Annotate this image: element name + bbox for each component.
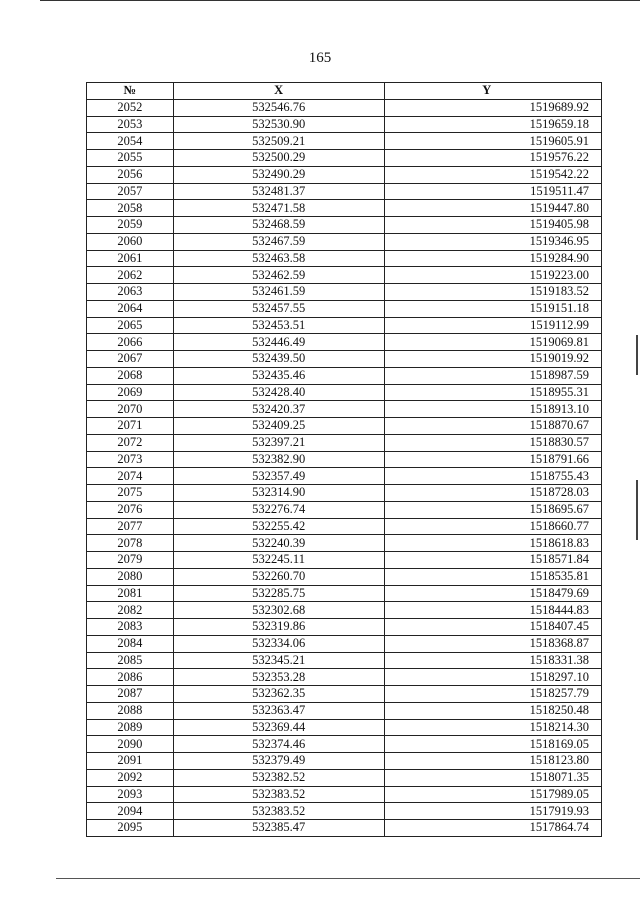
x-coordinate-cell: 532379.49 bbox=[173, 753, 384, 770]
point-number-cell: 2065 bbox=[87, 317, 174, 334]
point-number-cell: 2060 bbox=[87, 233, 174, 250]
table-row bbox=[87, 200, 602, 217]
y-coordinate-cell: 1518987.59 bbox=[384, 367, 601, 384]
point-number-cell: 2077 bbox=[87, 518, 174, 535]
x-coordinate-cell: 532255.42 bbox=[173, 518, 384, 535]
x-coordinate-cell: 532362.35 bbox=[173, 686, 384, 703]
y-coordinate-cell: 1519511.47 bbox=[384, 183, 601, 200]
point-number-cell: 2084 bbox=[87, 635, 174, 652]
point-number-cell: 2056 bbox=[87, 166, 174, 183]
top-border-line bbox=[40, 0, 640, 1]
x-coordinate-cell: 532435.46 bbox=[173, 367, 384, 384]
y-coordinate-cell: 1518214.30 bbox=[384, 719, 601, 736]
x-coordinate-cell: 532468.59 bbox=[173, 217, 384, 234]
table-row bbox=[87, 384, 602, 401]
column-header-number: № bbox=[87, 83, 174, 100]
y-coordinate-cell: 1518169.05 bbox=[384, 736, 601, 753]
point-number-cell: 2087 bbox=[87, 686, 174, 703]
x-coordinate-cell: 532439.50 bbox=[173, 351, 384, 368]
table-row bbox=[87, 568, 602, 585]
y-coordinate-cell: 1518830.57 bbox=[384, 434, 601, 451]
point-number-cell: 2057 bbox=[87, 183, 174, 200]
x-coordinate-cell: 532374.46 bbox=[173, 736, 384, 753]
y-coordinate-cell: 1518535.81 bbox=[384, 568, 601, 585]
y-coordinate-cell: 1519542.22 bbox=[384, 166, 601, 183]
x-coordinate-cell: 532385.47 bbox=[173, 820, 384, 837]
bottom-border-line bbox=[56, 878, 640, 879]
x-coordinate-cell: 532462.59 bbox=[173, 267, 384, 284]
y-coordinate-cell: 1519112.99 bbox=[384, 317, 601, 334]
table-row bbox=[87, 267, 602, 284]
y-coordinate-cell: 1519576.22 bbox=[384, 150, 601, 167]
point-number-cell: 2052 bbox=[87, 99, 174, 116]
x-coordinate-cell: 532369.44 bbox=[173, 719, 384, 736]
scan-edge-mark bbox=[636, 480, 638, 540]
x-coordinate-cell: 532345.21 bbox=[173, 652, 384, 669]
x-coordinate-cell: 532453.51 bbox=[173, 317, 384, 334]
table-row bbox=[87, 485, 602, 502]
y-coordinate-cell: 1518297.10 bbox=[384, 669, 601, 686]
table-row bbox=[87, 150, 602, 167]
x-coordinate-cell: 532397.21 bbox=[173, 434, 384, 451]
point-number-cell: 2074 bbox=[87, 468, 174, 485]
page-number: 165 bbox=[308, 50, 332, 66]
column-header-y: Y bbox=[384, 83, 601, 100]
x-coordinate-cell: 532446.49 bbox=[173, 334, 384, 351]
y-coordinate-cell: 1518755.43 bbox=[384, 468, 601, 485]
point-number-cell: 2078 bbox=[87, 535, 174, 552]
point-number-cell: 2094 bbox=[87, 803, 174, 820]
point-number-cell: 2081 bbox=[87, 585, 174, 602]
point-number-cell: 2080 bbox=[87, 568, 174, 585]
point-number-cell: 2054 bbox=[87, 133, 174, 150]
y-coordinate-cell: 1519019.92 bbox=[384, 351, 601, 368]
point-number-cell: 2066 bbox=[87, 334, 174, 351]
table-row bbox=[87, 535, 602, 552]
table-row bbox=[87, 820, 602, 837]
x-coordinate-cell: 532383.52 bbox=[173, 803, 384, 820]
point-number-cell: 2095 bbox=[87, 820, 174, 837]
table-row bbox=[87, 518, 602, 535]
x-coordinate-cell: 532463.58 bbox=[173, 250, 384, 267]
x-coordinate-cell: 532383.52 bbox=[173, 786, 384, 803]
table-row bbox=[87, 669, 602, 686]
point-number-cell: 2079 bbox=[87, 552, 174, 569]
point-number-cell: 2071 bbox=[87, 418, 174, 435]
y-coordinate-cell: 1518660.77 bbox=[384, 518, 601, 535]
x-coordinate-cell: 532481.37 bbox=[173, 183, 384, 200]
x-coordinate-cell: 532428.40 bbox=[173, 384, 384, 401]
point-number-cell: 2059 bbox=[87, 217, 174, 234]
column-header-x: X bbox=[173, 83, 384, 100]
point-number-cell: 2076 bbox=[87, 501, 174, 518]
y-coordinate-cell: 1517919.93 bbox=[384, 803, 601, 820]
scan-edge-mark bbox=[636, 335, 638, 375]
table-row bbox=[87, 501, 602, 518]
table-row bbox=[87, 99, 602, 116]
point-number-cell: 2089 bbox=[87, 719, 174, 736]
y-coordinate-cell: 1519151.18 bbox=[384, 300, 601, 317]
x-coordinate-cell: 532260.70 bbox=[173, 568, 384, 585]
table-row bbox=[87, 401, 602, 418]
point-number-cell: 2067 bbox=[87, 351, 174, 368]
x-coordinate-cell: 532314.90 bbox=[173, 485, 384, 502]
y-coordinate-cell: 1518257.79 bbox=[384, 686, 601, 703]
y-coordinate-cell: 1518368.87 bbox=[384, 635, 601, 652]
x-coordinate-cell: 532302.68 bbox=[173, 602, 384, 619]
table-row bbox=[87, 585, 602, 602]
x-coordinate-cell: 532285.75 bbox=[173, 585, 384, 602]
table-row bbox=[87, 686, 602, 703]
table-row bbox=[87, 183, 602, 200]
table-row bbox=[87, 719, 602, 736]
table-row bbox=[87, 418, 602, 435]
table-row bbox=[87, 233, 602, 250]
table-row bbox=[87, 284, 602, 301]
y-coordinate-cell: 1519223.00 bbox=[384, 267, 601, 284]
table-row bbox=[87, 334, 602, 351]
point-number-cell: 2064 bbox=[87, 300, 174, 317]
y-coordinate-cell: 1519447.80 bbox=[384, 200, 601, 217]
x-coordinate-cell: 532245.11 bbox=[173, 552, 384, 569]
point-number-cell: 2085 bbox=[87, 652, 174, 669]
x-coordinate-cell: 532530.90 bbox=[173, 116, 384, 133]
table-row bbox=[87, 300, 602, 317]
y-coordinate-cell: 1518728.03 bbox=[384, 485, 601, 502]
table-row bbox=[87, 317, 602, 334]
table-row bbox=[87, 635, 602, 652]
y-coordinate-cell: 1519346.95 bbox=[384, 233, 601, 250]
y-coordinate-cell: 1517989.05 bbox=[384, 786, 601, 803]
point-number-cell: 2063 bbox=[87, 284, 174, 301]
point-number-cell: 2073 bbox=[87, 451, 174, 468]
table-row bbox=[87, 468, 602, 485]
x-coordinate-cell: 532409.25 bbox=[173, 418, 384, 435]
y-coordinate-cell: 1518407.45 bbox=[384, 619, 601, 636]
table-row bbox=[87, 133, 602, 150]
point-number-cell: 2088 bbox=[87, 702, 174, 719]
table-row bbox=[87, 602, 602, 619]
x-coordinate-cell: 532420.37 bbox=[173, 401, 384, 418]
table-header-row bbox=[87, 83, 602, 100]
table-row bbox=[87, 702, 602, 719]
point-number-cell: 2092 bbox=[87, 769, 174, 786]
table-row bbox=[87, 619, 602, 636]
y-coordinate-cell: 1518955.31 bbox=[384, 384, 601, 401]
x-coordinate-cell: 532471.58 bbox=[173, 200, 384, 217]
point-number-cell: 2062 bbox=[87, 267, 174, 284]
y-coordinate-cell: 1518571.84 bbox=[384, 552, 601, 569]
point-number-cell: 2090 bbox=[87, 736, 174, 753]
x-coordinate-cell: 532461.59 bbox=[173, 284, 384, 301]
y-coordinate-cell: 1519284.90 bbox=[384, 250, 601, 267]
table-row bbox=[87, 351, 602, 368]
y-coordinate-cell: 1519405.98 bbox=[384, 217, 601, 234]
x-coordinate-cell: 532457.55 bbox=[173, 300, 384, 317]
y-coordinate-cell: 1518444.83 bbox=[384, 602, 601, 619]
table-row bbox=[87, 217, 602, 234]
table-row bbox=[87, 803, 602, 820]
point-number-cell: 2061 bbox=[87, 250, 174, 267]
x-coordinate-cell: 532240.39 bbox=[173, 535, 384, 552]
y-coordinate-cell: 1518791.66 bbox=[384, 451, 601, 468]
y-coordinate-cell: 1518250.48 bbox=[384, 702, 601, 719]
x-coordinate-cell: 532363.47 bbox=[173, 702, 384, 719]
point-number-cell: 2069 bbox=[87, 384, 174, 401]
x-coordinate-cell: 532500.29 bbox=[173, 150, 384, 167]
y-coordinate-cell: 1517864.74 bbox=[384, 820, 601, 837]
x-coordinate-cell: 532546.76 bbox=[173, 99, 384, 116]
y-coordinate-cell: 1518870.67 bbox=[384, 418, 601, 435]
x-coordinate-cell: 532382.90 bbox=[173, 451, 384, 468]
x-coordinate-cell: 532319.86 bbox=[173, 619, 384, 636]
point-number-cell: 2068 bbox=[87, 367, 174, 384]
point-number-cell: 2091 bbox=[87, 753, 174, 770]
table-row bbox=[87, 769, 602, 786]
y-coordinate-cell: 1518071.35 bbox=[384, 769, 601, 786]
x-coordinate-cell: 532353.28 bbox=[173, 669, 384, 686]
y-coordinate-cell: 1519659.18 bbox=[384, 116, 601, 133]
table-row bbox=[87, 652, 602, 669]
table-row bbox=[87, 116, 602, 133]
x-coordinate-cell: 532382.52 bbox=[173, 769, 384, 786]
point-number-cell: 2086 bbox=[87, 669, 174, 686]
x-coordinate-cell: 532357.49 bbox=[173, 468, 384, 485]
x-coordinate-cell: 532490.29 bbox=[173, 166, 384, 183]
y-coordinate-cell: 1518331.38 bbox=[384, 652, 601, 669]
point-number-cell: 2055 bbox=[87, 150, 174, 167]
table-row bbox=[87, 367, 602, 384]
y-coordinate-cell: 1518479.69 bbox=[384, 585, 601, 602]
point-number-cell: 2082 bbox=[87, 602, 174, 619]
point-number-cell: 2070 bbox=[87, 401, 174, 418]
point-number-cell: 2093 bbox=[87, 786, 174, 803]
y-coordinate-cell: 1519605.91 bbox=[384, 133, 601, 150]
table-row bbox=[87, 736, 602, 753]
table-row bbox=[87, 786, 602, 803]
y-coordinate-cell: 1518123.80 bbox=[384, 753, 601, 770]
x-coordinate-cell: 532276.74 bbox=[173, 501, 384, 518]
y-coordinate-cell: 1519069.81 bbox=[384, 334, 601, 351]
coordinates-table bbox=[86, 82, 602, 837]
table-row bbox=[87, 434, 602, 451]
point-number-cell: 2083 bbox=[87, 619, 174, 636]
table-body bbox=[87, 99, 602, 836]
x-coordinate-cell: 532509.21 bbox=[173, 133, 384, 150]
y-coordinate-cell: 1518618.83 bbox=[384, 535, 601, 552]
point-number-cell: 2058 bbox=[87, 200, 174, 217]
y-coordinate-cell: 1519689.92 bbox=[384, 99, 601, 116]
x-coordinate-cell: 532467.59 bbox=[173, 233, 384, 250]
x-coordinate-cell: 532334.06 bbox=[173, 635, 384, 652]
y-coordinate-cell: 1518913.10 bbox=[384, 401, 601, 418]
table-row bbox=[87, 753, 602, 770]
table-row bbox=[87, 250, 602, 267]
y-coordinate-cell: 1519183.52 bbox=[384, 284, 601, 301]
point-number-cell: 2075 bbox=[87, 485, 174, 502]
y-coordinate-cell: 1518695.67 bbox=[384, 501, 601, 518]
table-row bbox=[87, 166, 602, 183]
table-row bbox=[87, 451, 602, 468]
point-number-cell: 2072 bbox=[87, 434, 174, 451]
point-number-cell: 2053 bbox=[87, 116, 174, 133]
table-row bbox=[87, 552, 602, 569]
